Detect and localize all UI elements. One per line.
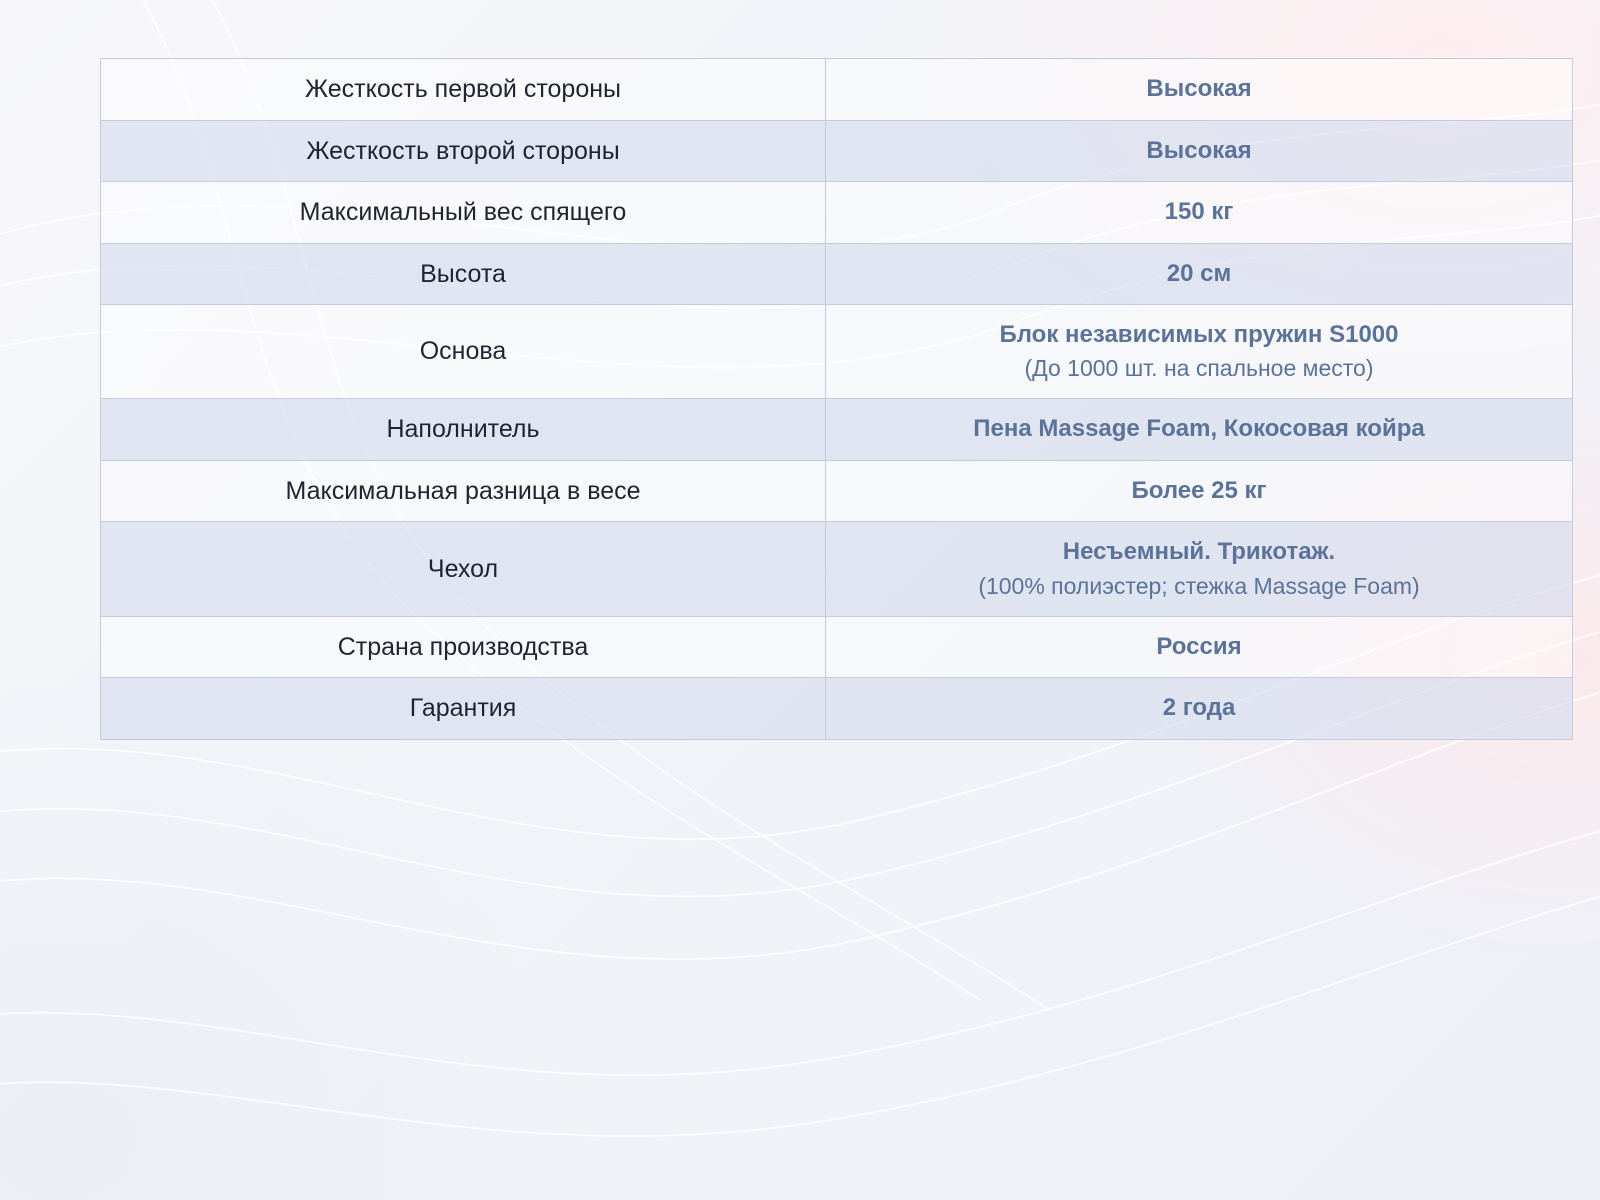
specification-table-container [100, 58, 1500, 740]
spec-value [826, 305, 1573, 399]
table-row [101, 182, 1573, 244]
spec-value [826, 522, 1573, 616]
table-row [101, 243, 1573, 305]
specification-table-body [101, 59, 1573, 740]
spec-label: Высота [101, 243, 826, 305]
spec-value [826, 678, 1573, 740]
spec-value-main: Высокая [1146, 75, 1252, 103]
table-row [101, 460, 1573, 522]
spec-label: Максимальный вес спящего [101, 182, 826, 244]
spec-label: Жесткость первой стороны [101, 59, 826, 121]
spec-value-main: Высокая [1146, 136, 1252, 164]
specification-table [100, 58, 1573, 740]
spec-value [826, 182, 1573, 244]
spec-value-main: 2 года [1162, 694, 1236, 722]
spec-label: Гарантия [101, 678, 826, 740]
spec-value-main: Россия [1156, 632, 1242, 660]
spec-value-note: (100% полиэстер; стежка Massage Foam) [978, 572, 1420, 599]
spec-value [826, 616, 1573, 678]
spec-value-main: Пена Massage Foam, Кокосовая койра [973, 415, 1425, 443]
table-row [101, 678, 1573, 740]
spec-value [826, 399, 1573, 461]
table-row [101, 616, 1573, 678]
spec-value-main: Более 25 кг [1131, 476, 1267, 504]
table-row [101, 59, 1573, 121]
table-row [101, 399, 1573, 461]
spec-label: Страна производства [101, 616, 826, 678]
spec-value [826, 460, 1573, 522]
spec-value-main: 150 кг [1164, 198, 1234, 226]
spec-value [826, 243, 1573, 305]
spec-label: Основа [101, 305, 826, 399]
spec-value-main: Блок независимых пружин S1000 [999, 321, 1399, 348]
spec-value [826, 59, 1573, 121]
table-row [101, 305, 1573, 399]
spec-value-note: (До 1000 шт. на спальное место) [1024, 355, 1374, 382]
spec-value [826, 120, 1573, 182]
spec-value-main: 20 см [1166, 259, 1232, 287]
spec-value-main: Несъемный. Трикотаж. [1062, 538, 1336, 566]
spec-label: Жесткость второй стороны [101, 120, 826, 182]
spec-label: Чехол [101, 522, 826, 616]
table-row [101, 120, 1573, 182]
table-row [101, 522, 1573, 616]
spec-label: Максимальная разница в весе [101, 460, 826, 522]
spec-label: Наполнитель [101, 399, 826, 461]
